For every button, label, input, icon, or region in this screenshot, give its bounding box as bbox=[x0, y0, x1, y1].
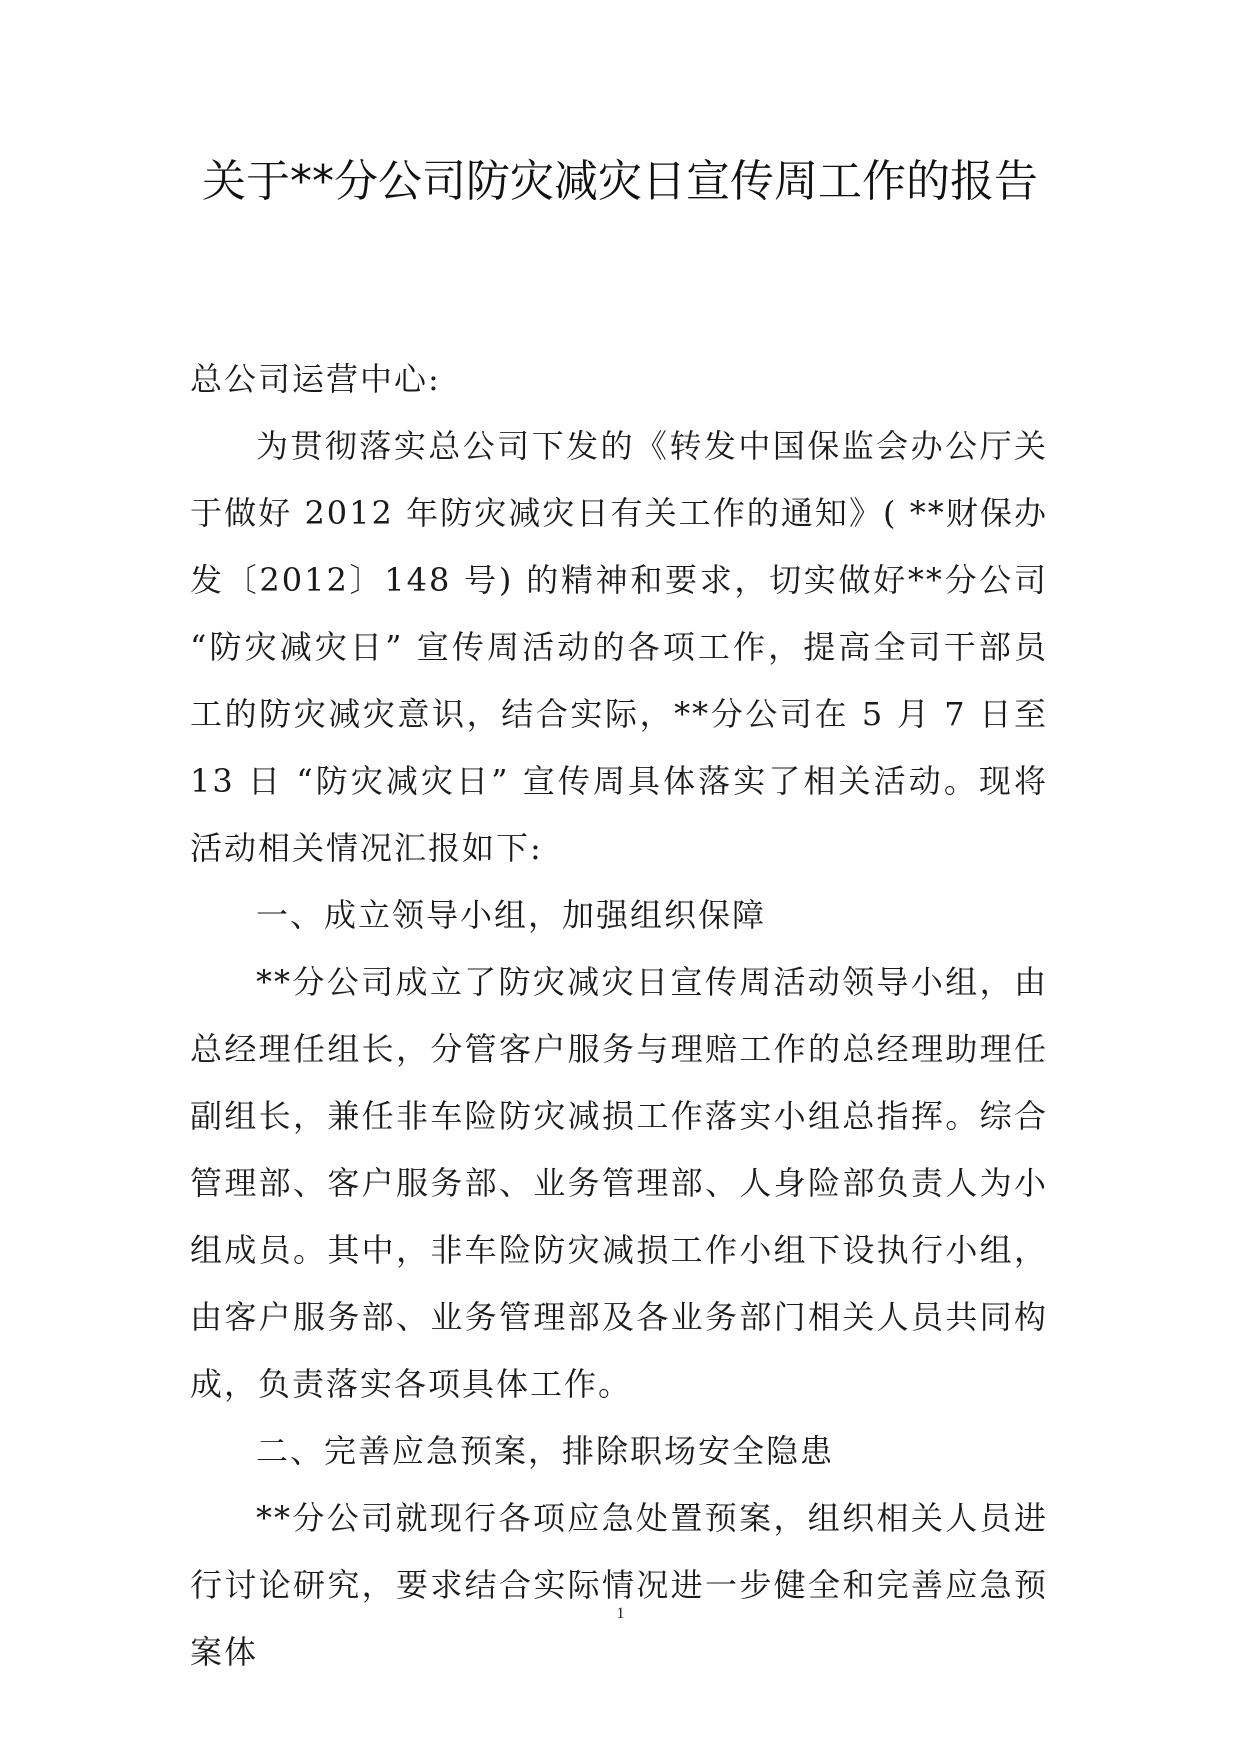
section-heading-2: 二、完善应急预案，排除职场安全隐患 bbox=[256, 1432, 835, 1470]
paragraph-intro: 为贯彻落实总公司下发的《转发中国保监会办公厅关于做好 2012 年防灾减灾日有关工作的通知》( **财保办发〔2012〕148 号) 的精神和要求，切实做好**分公司 “防灾减灾日” 宣传周活动的各项工作，提高全司干部员工的防灾减灾意识，结合实际，**分公司在 5 月 7 日至 13 日 “防灾减灾日” 宣传周具体落实了相关活动。现将活动相关情况汇报如下: bbox=[190, 427, 1048, 867]
section-heading-1: 一、成立领导小组，加强组织保障 bbox=[256, 896, 767, 934]
document-title: 关于**分公司防灾减灾日宣传周工作的报告 bbox=[202, 156, 1038, 207]
paragraph-section-2: **分公司就现行各项应急处置预案，组织相关人员进行讨论研究，要求结合实际情况进一步健全和完善应急预案体 bbox=[190, 1499, 1048, 1671]
document-body bbox=[190, 346, 1048, 1686]
page-number: 1 bbox=[616, 1605, 625, 1622]
salutation: 总公司运营中心: bbox=[190, 360, 441, 398]
paragraph-section-1: **分公司成立了防灾减灾日宣传周活动领导小组，由总经理任组长，分管客户服务与理赔工作的总经理助理任副组长，兼任非车险防灾减损工作落实小组总指挥。综合管理部、客户服务部、业务管理部、人身险部负责人为小组成员。其中，非车险防灾减损工作小组下设执行小组，由客户服务部、业务管理部及各业务部门相关人员共同构成，负责落实各项具体工作。 bbox=[190, 963, 1048, 1403]
